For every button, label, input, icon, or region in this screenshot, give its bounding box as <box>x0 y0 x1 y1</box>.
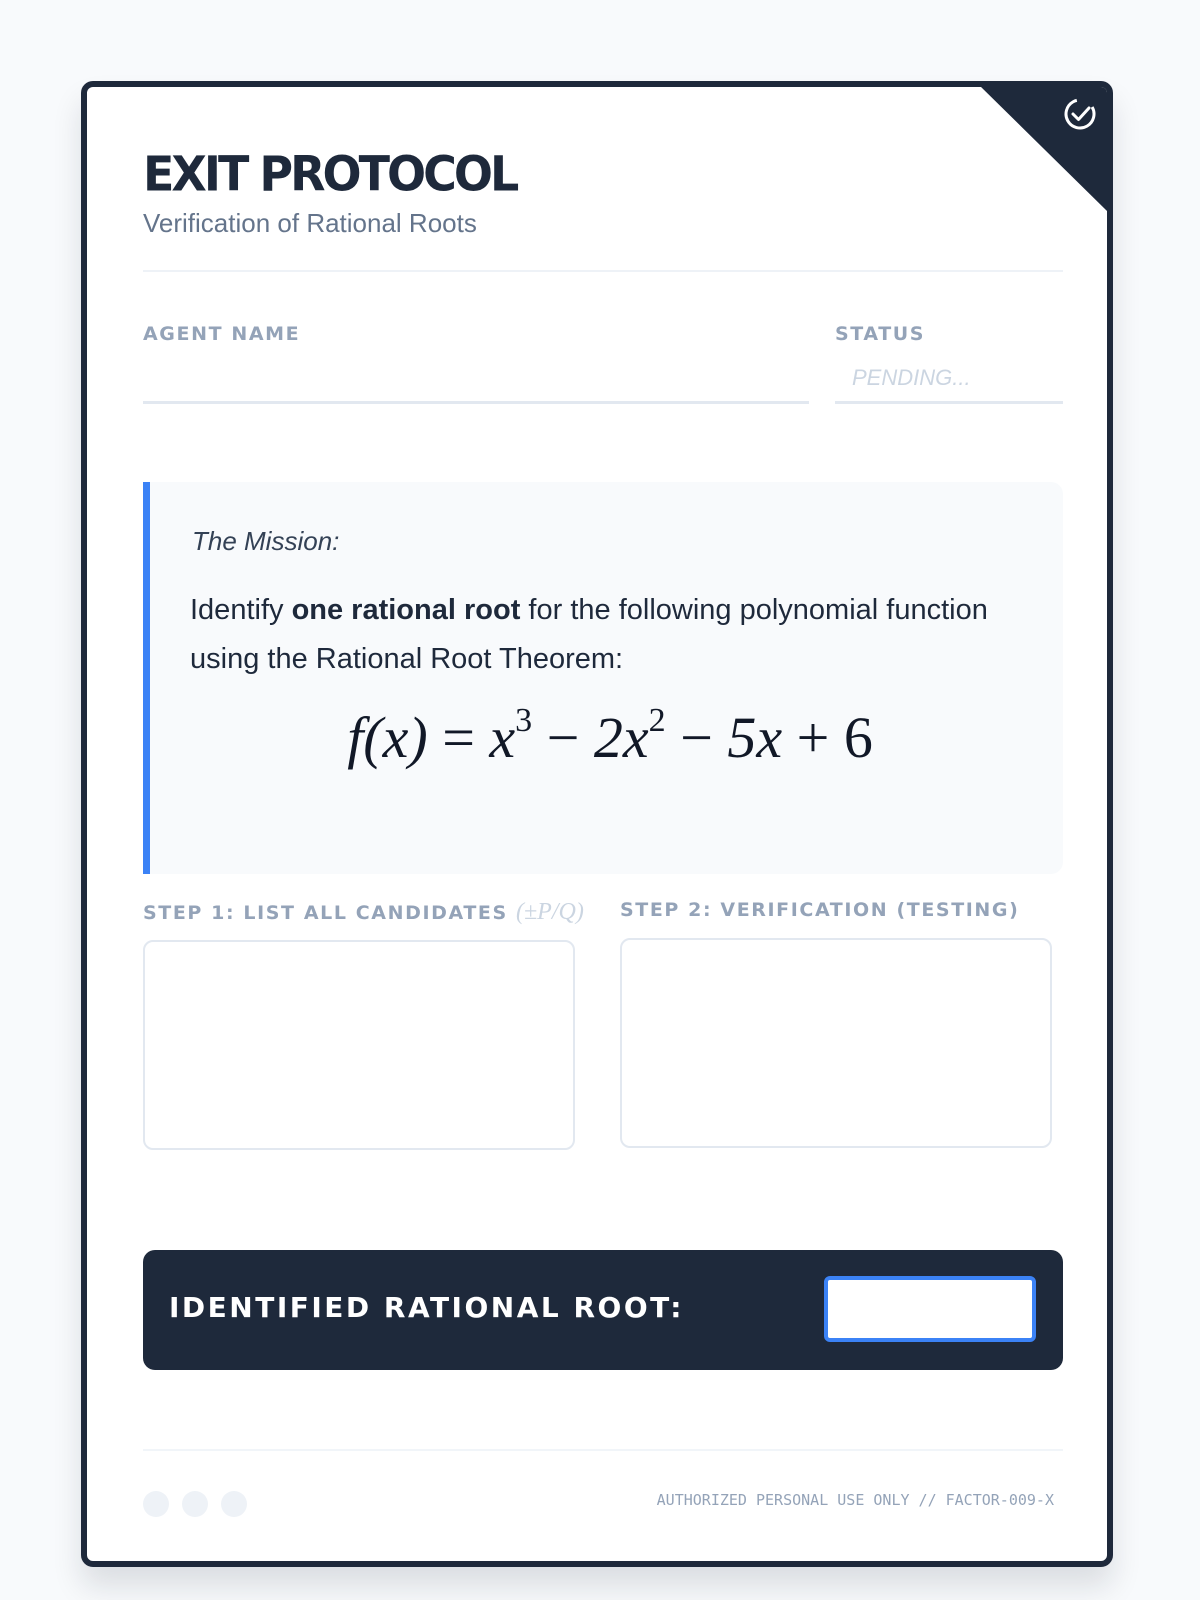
check-circle-icon <box>1063 97 1097 131</box>
mission-panel <box>143 482 1063 874</box>
polynomial-equation: $f(x) = x^3 - 2x^2 - 5x + 6$ <box>347 702 873 770</box>
mission-text: Identify one rational root for the following polynomial function using the Rational Root Theorem: <box>190 594 988 675</box>
exit-protocol-card <box>81 81 1113 1567</box>
footer-divider <box>143 1449 1063 1451</box>
header-divider <box>143 270 1063 272</box>
agent-name-label: AGENT NAME <box>143 323 301 345</box>
agent-name-underline <box>143 401 809 404</box>
footer-dot <box>182 1491 208 1517</box>
footer-dot <box>221 1491 247 1517</box>
step1-textarea[interactable] <box>143 940 575 1150</box>
mission-heading: The Mission: <box>192 526 340 556</box>
mission-emphasis: one rational root <box>291 594 521 626</box>
answer-bar <box>143 1250 1063 1370</box>
footer-dot <box>143 1491 169 1517</box>
step2-textarea[interactable] <box>620 938 1052 1148</box>
page-title: EXIT PROTOCOL <box>143 145 517 203</box>
answer-label: IDENTIFIED RATIONAL ROOT: <box>169 1291 684 1324</box>
step1-math: (±P/Q) <box>516 899 584 925</box>
status-label: STATUS <box>835 323 926 345</box>
status-underline <box>835 401 1063 404</box>
status-input[interactable] <box>850 357 1054 399</box>
step1-label: STEP 1: LIST ALL CANDIDATES (±P/Q) <box>143 899 584 925</box>
agent-name-input[interactable] <box>143 357 811 399</box>
answer-input[interactable] <box>824 1276 1036 1342</box>
page-subtitle: Verification of Rational Roots <box>143 208 477 238</box>
footer-text: AUTHORIZED PERSONAL USE ONLY // FACTOR-009-X <box>656 1491 1054 1509</box>
step2-label: STEP 2: VERIFICATION (TESTING) <box>620 899 1020 921</box>
